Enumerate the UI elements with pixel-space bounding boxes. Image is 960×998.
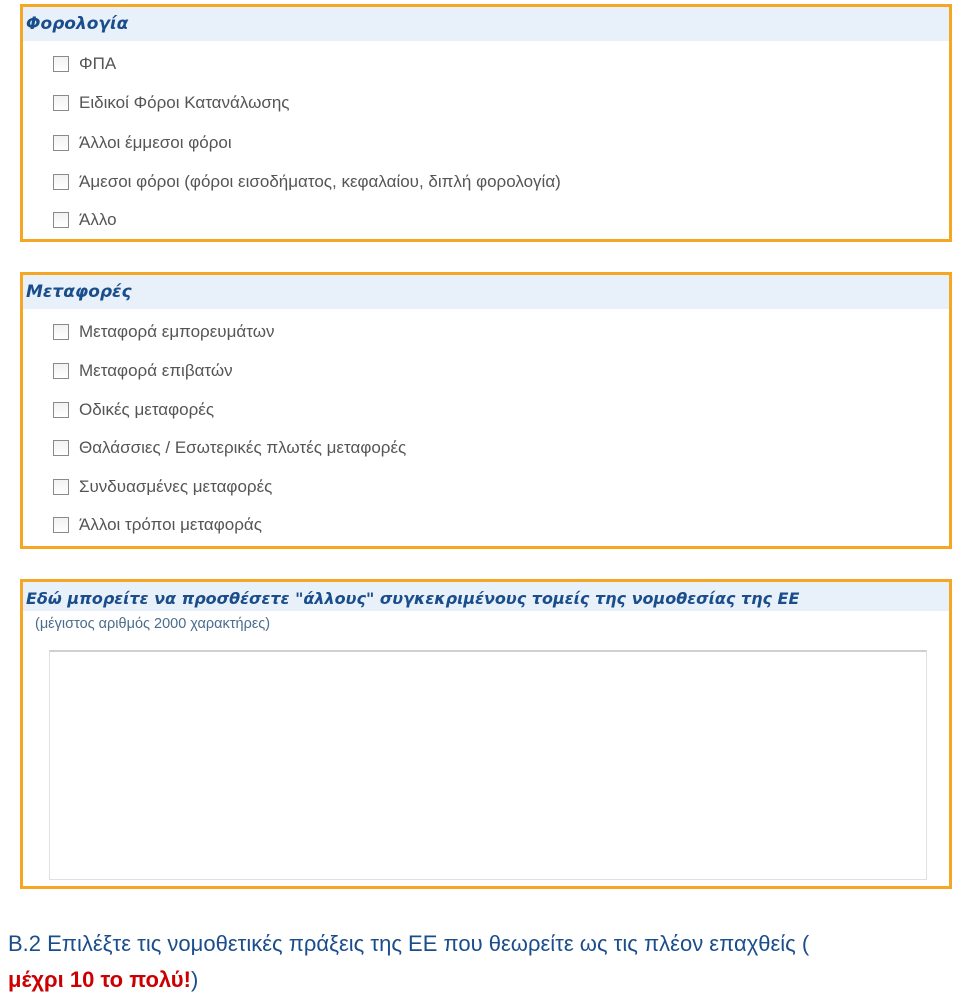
option-label: Μεταφορά επιβατών — [79, 361, 233, 380]
character-limit-note: (μέγιστος αριθμός 2000 χαρακτήρες) — [35, 616, 271, 632]
question-b2-text: B.2 Επιλέξτε τις νομοθετικές πράξεις της ΕΕ που θεωρείτε ως τις πλέον επαχθείς ( — [8, 931, 810, 956]
road-transport-checkbox[interactable] — [53, 402, 69, 418]
other-sectors-textarea[interactable] — [49, 650, 927, 880]
option-label: Άμεσοι φόροι (φόροι εισοδήματος, κεφαλαίου, διπλή φορολογία) — [79, 172, 561, 191]
vat-checkbox[interactable] — [53, 56, 69, 72]
option-label: Συνδυασμένες μεταφορές — [79, 477, 273, 496]
transport-panel — [20, 272, 952, 549]
other-sectors-panel — [20, 579, 952, 889]
other-transport-modes-checkbox[interactable] — [53, 517, 69, 533]
taxation-panel — [20, 4, 952, 242]
excise-duties-checkbox[interactable] — [53, 95, 69, 111]
direct-taxes-checkbox[interactable] — [53, 174, 69, 190]
option-excise-duties[interactable] — [53, 92, 290, 114]
option-passenger-transport[interactable] — [53, 360, 233, 382]
question-b2-heading — [8, 926, 954, 998]
transport-title: Μεταφορές — [23, 275, 949, 309]
option-label: Μεταφορά εμπορευμάτων — [79, 322, 275, 341]
option-other-indirect-taxes[interactable] — [53, 132, 232, 154]
other-indirect-taxes-checkbox[interactable] — [53, 135, 69, 151]
option-road-transport[interactable] — [53, 399, 214, 421]
option-label: Άλλο — [79, 210, 117, 229]
option-label: ΦΠΑ — [79, 54, 117, 73]
option-combined-transport[interactable] — [53, 476, 272, 498]
option-label: Ειδικοί Φόροι Κατανάλωσης — [79, 93, 290, 112]
combined-transport-checkbox[interactable] — [53, 479, 69, 495]
option-taxation-other[interactable] — [53, 209, 117, 231]
taxation-other-checkbox[interactable] — [53, 212, 69, 228]
maritime-inland-waterway-checkbox[interactable] — [53, 440, 69, 456]
other-sectors-title: Εδώ μπορείτε να προσθέσετε "άλλους" συγκεκριμένους τομείς της νομοθεσίας της ΕΕ — [23, 582, 949, 611]
option-label: Θαλάσσιες / Εσωτερικές πλωτές μεταφορές — [79, 438, 407, 457]
taxation-title: Φορολογία — [23, 7, 949, 41]
option-label: Άλλοι τρόποι μεταφοράς — [79, 515, 262, 534]
freight-transport-checkbox[interactable] — [53, 324, 69, 340]
question-b2-emphasis: μέχρι 10 το πολύ! — [8, 967, 191, 992]
option-label: Οδικές μεταφορές — [79, 400, 215, 419]
option-label: Άλλοι έμμεσοι φόροι — [79, 133, 232, 152]
passenger-transport-checkbox[interactable] — [53, 363, 69, 379]
option-other-transport-modes[interactable] — [53, 514, 262, 536]
question-b2-closing: ) — [190, 967, 199, 992]
option-maritime-inland-waterway[interactable] — [53, 437, 406, 459]
option-direct-taxes[interactable] — [53, 171, 561, 193]
option-vat[interactable] — [53, 53, 116, 75]
option-freight-transport[interactable] — [53, 321, 274, 343]
